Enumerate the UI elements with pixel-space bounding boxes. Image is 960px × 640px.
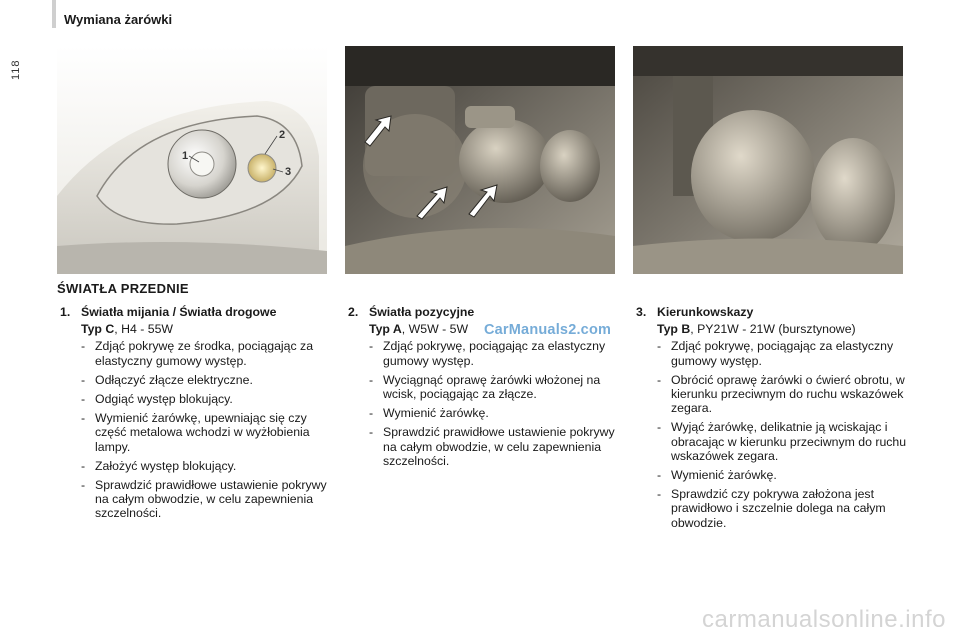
indicator-photo <box>633 46 903 274</box>
step: - Zdjąć pokrywę, pociągając za elastyczny gumowy występ. <box>369 339 620 367</box>
item-number: 1. <box>60 305 71 319</box>
step: - Wymienić żarówkę. <box>657 468 908 482</box>
item-title: Kierunkowskazy <box>657 305 754 319</box>
bulb-type <box>60 322 332 336</box>
item-title: Światła pozycyjne <box>369 305 475 319</box>
step: - Wymienić żarówkę. <box>369 406 620 420</box>
bulb-type-label: Typ C <box>81 322 115 337</box>
item-indicators <box>636 305 908 535</box>
callout-1: 1 <box>182 150 189 162</box>
step: - Zdjąć pokrywę ze środka, pociągając za elastyczny gumowy występ. <box>81 339 332 367</box>
step: - Obrócić oprawę żarówki o ćwierć obrotu, w kierunku przeciwnym do ruchu wskazówek zegara. <box>657 373 908 416</box>
bulb-type-value: , PY21W - 21W (bursztynowe) <box>690 322 856 337</box>
item-title: Światła mijania / Światła drogowe <box>81 305 277 319</box>
step: - Sprawdzić prawidłowe ustawienie pokrywy na całym obwodzie, w celu zapewnienia szczelności. <box>369 425 620 468</box>
steps-list <box>348 339 620 468</box>
bulb-type-label: Typ B <box>657 322 691 337</box>
steps-list <box>636 339 908 529</box>
header-accent-bar <box>52 0 56 28</box>
item-heading <box>348 305 620 319</box>
step: - Zdjąć pokrywę, pociągając za elastyczny gumowy występ. <box>657 339 908 367</box>
watermark-footer: carmanualsonline.info <box>702 606 946 633</box>
callout-3: 3 <box>285 166 292 178</box>
bulb-type-label: Typ A <box>369 322 402 337</box>
section-title: ŚWIATŁA PRZEDNIE <box>57 281 189 296</box>
page-header: Wymiana żarówki <box>64 12 173 27</box>
step: - Odgiąć występ blokujący. <box>81 392 332 406</box>
item-heading <box>60 305 332 319</box>
step: - Wymienić żarówkę, upewniając się czy część metalowa wchodzi w wyżłobienia lampy. <box>81 411 332 454</box>
step: - Odłączyć złącze elektryczne. <box>81 373 332 387</box>
item-low-high-beam <box>60 305 332 526</box>
step: - Wyjąć żarówkę, delikatnie ją wciskając i obracając w kierunku przeciwnym do ruchu wskazówek zegara. <box>657 420 908 463</box>
item-heading <box>636 305 908 319</box>
step: - Sprawdzić prawidłowe ustawienie pokrywy na całym obwodzie, w celu zapewnienia szczelności. <box>81 478 332 521</box>
callout-2: 2 <box>279 129 286 141</box>
page-number: 118 <box>10 59 22 80</box>
step: - Wyciągnąć oprawę żarówki włożonej na wcisk, pociągając za złącze. <box>369 373 620 401</box>
step: - Założyć występ blokujący. <box>81 459 332 473</box>
steps-list <box>60 339 332 520</box>
headlamp-photo <box>57 46 327 274</box>
bulb-type-value: , W5W - 5W <box>401 322 469 337</box>
bulb-type <box>636 322 908 336</box>
bulb-type-value: , H4 - 55W <box>114 322 174 337</box>
step: - Sprawdzić czy pokrywa założona jest prawidłowo i szczelnie dolega na całym obwodzie. <box>657 487 908 530</box>
item-number: 2. <box>348 305 359 319</box>
item-number: 3. <box>636 305 647 319</box>
watermark-link[interactable]: CarManuals2.com <box>484 322 612 338</box>
engine-bay-photo <box>345 46 615 274</box>
